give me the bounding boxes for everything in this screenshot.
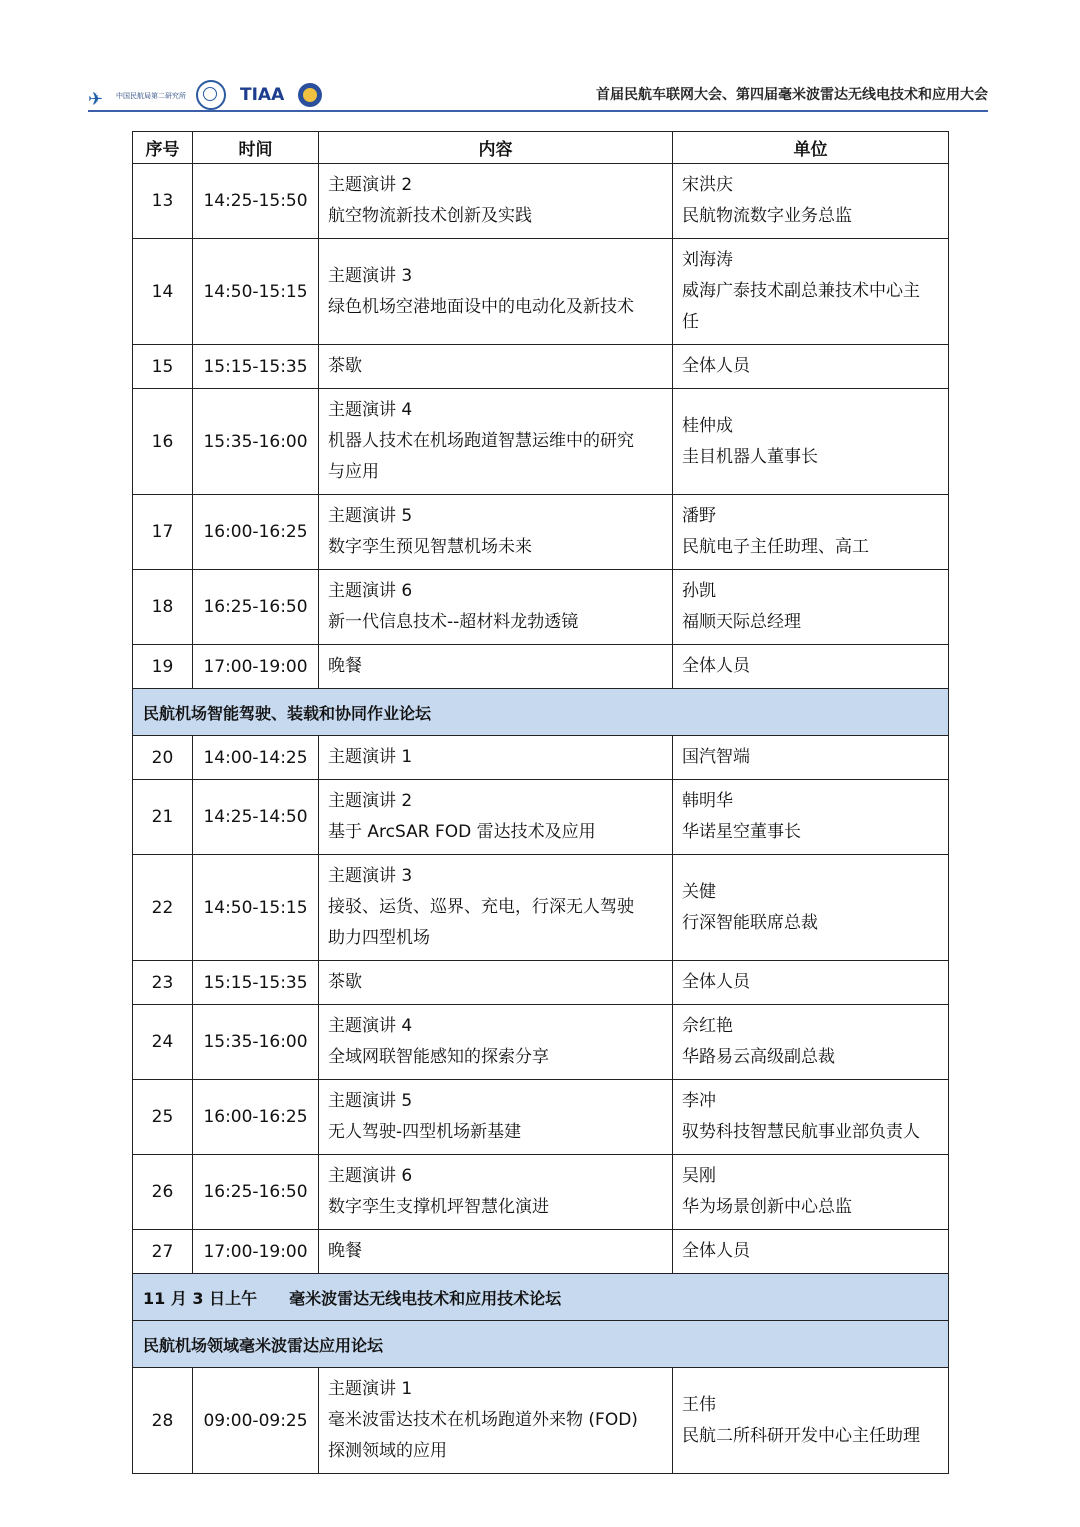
content-line: 主题演讲 4 — [328, 400, 413, 420]
row-number: 25 — [133, 1080, 193, 1155]
row-unit — [673, 570, 949, 645]
header-time: 时间 — [193, 132, 319, 164]
page-header — [88, 74, 988, 112]
unit-line: 全体人员 — [682, 356, 750, 376]
row-content — [319, 736, 673, 780]
row-time: 17:00-19:00 — [193, 645, 319, 689]
header-unit: 单位 — [673, 132, 949, 164]
row-number: 15 — [133, 345, 193, 389]
row-time: 15:15-15:35 — [193, 345, 319, 389]
unit-line: 民航二所科研开发中心主任助理 — [682, 1425, 920, 1446]
content-line: 主题演讲 5 — [328, 1091, 413, 1111]
row-time: 14:00-14:25 — [193, 736, 319, 780]
row-content — [319, 855, 673, 961]
content-line: 机器人技术在机场跑道智慧运维中的研究 — [328, 431, 634, 451]
agenda-group-b — [133, 736, 949, 1274]
content-line: 主题演讲 6 — [328, 1166, 413, 1186]
row-content — [319, 164, 673, 239]
content-line: 与应用 — [328, 462, 379, 482]
tiaa-logo: TIAA — [240, 85, 285, 105]
content-line: 主题演讲 5 — [328, 506, 413, 526]
content-line: 茶歇 — [328, 356, 362, 376]
row-time: 14:50-15:15 — [193, 855, 319, 961]
table-row — [133, 1368, 949, 1474]
row-content — [319, 345, 673, 389]
plane-swoosh-icon: ✈ — [88, 89, 104, 110]
content-line: 主题演讲 6 — [328, 581, 413, 601]
row-number: 19 — [133, 645, 193, 689]
content-line: 数字孪生预见智慧机场未来 — [328, 537, 532, 557]
row-number: 13 — [133, 164, 193, 239]
unit-line: 驭势科技智慧民航事业部负责人 — [682, 1122, 920, 1142]
row-content — [319, 495, 673, 570]
row-time: 15:35-16:00 — [193, 1005, 319, 1080]
unit-line: 刘海涛 — [682, 250, 733, 270]
table-row — [133, 570, 949, 645]
table-row — [133, 780, 949, 855]
agenda-group-a — [133, 164, 949, 689]
table-row — [133, 1005, 949, 1080]
content-line: 毫米波雷达技术在机场跑道外来物 (FOD) — [328, 1410, 638, 1430]
row-time: 14:50-15:15 — [193, 239, 319, 345]
unit-line: 李冲 — [682, 1091, 716, 1111]
content-line: 新一代信息技术--超材料龙勃透镜 — [328, 612, 579, 632]
row-time: 14:25-15:50 — [193, 164, 319, 239]
logo-group — [88, 80, 322, 110]
table-row — [133, 495, 949, 570]
table-row — [133, 345, 949, 389]
row-content — [319, 1155, 673, 1230]
unit-line: 潘野 — [682, 506, 716, 526]
row-unit — [673, 345, 949, 389]
row-number: 14 — [133, 239, 193, 345]
logo-org-text: 中国民航局第二研究所 — [116, 92, 186, 100]
table-row — [133, 1155, 949, 1230]
row-number: 17 — [133, 495, 193, 570]
row-unit — [673, 164, 949, 239]
row-time: 16:25-16:50 — [193, 570, 319, 645]
section-row — [133, 689, 949, 736]
unit-line: 全体人员 — [682, 656, 750, 676]
content-line: 接驳、运货、巡界、充电，行深无人驾驶 — [328, 897, 634, 917]
row-time: 15:15-15:35 — [193, 961, 319, 1005]
table-row — [133, 239, 949, 345]
unit-line: 韩明华 — [682, 791, 733, 811]
table-header-row — [133, 132, 949, 164]
row-time: 15:35-16:00 — [193, 389, 319, 495]
row-time: 16:00-16:25 — [193, 1080, 319, 1155]
content-line: 茶歇 — [328, 972, 362, 992]
content-line: 主题演讲 3 — [328, 265, 413, 286]
table-row — [133, 736, 949, 780]
content-line: 主题演讲 1 — [328, 1379, 413, 1399]
unit-line: 佘红艳 — [682, 1016, 733, 1036]
row-content — [319, 1080, 673, 1155]
section-row — [133, 1274, 949, 1321]
table-row — [133, 961, 949, 1005]
unit-line: 圭目机器人董事长 — [682, 446, 818, 467]
unit-line: 行深智能联席总裁 — [682, 912, 818, 933]
section-title: 民航机场领域毫米波雷达应用论坛 — [133, 1321, 949, 1368]
header-content: 内容 — [319, 132, 673, 164]
unit-line: 任 — [682, 312, 699, 332]
row-number: 27 — [133, 1230, 193, 1274]
row-unit — [673, 645, 949, 689]
table-row — [133, 164, 949, 239]
row-unit — [673, 855, 949, 961]
content-line: 主题演讲 2 — [328, 791, 413, 811]
unit-line: 全体人员 — [682, 1241, 750, 1261]
unit-line: 威海广泰技术副总兼技术中心主 — [682, 281, 920, 301]
row-unit — [673, 780, 949, 855]
section-title: 民航机场智能驾驶、装载和协同作业论坛 — [133, 689, 949, 736]
content-line: 晚餐 — [328, 1241, 362, 1261]
table-row — [133, 855, 949, 961]
row-number: 28 — [133, 1368, 193, 1474]
row-unit — [673, 389, 949, 495]
content-line: 全域网联智能感知的探索分享 — [328, 1047, 549, 1067]
content-line: 助力四型机场 — [328, 928, 430, 948]
row-time: 16:00-16:25 — [193, 495, 319, 570]
unit-line: 国汽智端 — [682, 747, 750, 767]
content-line: 基于 ArcSAR FOD 雷达技术及应用 — [328, 822, 596, 842]
row-unit — [673, 1155, 949, 1230]
row-unit — [673, 736, 949, 780]
row-unit — [673, 495, 949, 570]
row-content — [319, 1368, 673, 1474]
unit-line: 全体人员 — [682, 972, 750, 992]
unit-line: 华路易云高级副总裁 — [682, 1047, 835, 1067]
row-unit — [673, 961, 949, 1005]
agenda-group-c — [133, 1368, 949, 1474]
row-number: 22 — [133, 855, 193, 961]
row-content — [319, 1005, 673, 1080]
row-time: 14:25-14:50 — [193, 780, 319, 855]
row-content — [319, 570, 673, 645]
header-divider — [88, 110, 988, 112]
unit-line: 桂仲成 — [682, 415, 733, 436]
content-line: 绿色机场空港地面设中的电动化及新技术 — [328, 296, 634, 317]
row-number: 21 — [133, 780, 193, 855]
row-number: 26 — [133, 1155, 193, 1230]
row-time: 17:00-19:00 — [193, 1230, 319, 1274]
row-unit — [673, 1080, 949, 1155]
unit-line: 华诺星空董事长 — [682, 822, 801, 842]
content-line: 数字孪生支撑机坪智慧化演进 — [328, 1197, 549, 1217]
content-line: 主题演讲 2 — [328, 175, 413, 195]
unit-line: 孙凯 — [682, 581, 716, 601]
row-content — [319, 389, 673, 495]
content-line: 晚餐 — [328, 656, 362, 676]
row-number: 24 — [133, 1005, 193, 1080]
unit-line: 宋洪庆 — [682, 175, 733, 195]
row-time: 09:00-09:25 — [193, 1368, 319, 1474]
unit-line: 关健 — [682, 881, 716, 902]
row-number: 16 — [133, 389, 193, 495]
row-content — [319, 1230, 673, 1274]
row-number: 23 — [133, 961, 193, 1005]
unit-line: 民航电子主任助理、高工 — [682, 537, 869, 557]
row-content — [319, 780, 673, 855]
content-line: 航空物流新技术创新及实践 — [328, 206, 532, 226]
unit-line: 福顺天际总经理 — [682, 612, 801, 632]
caac-logo — [88, 83, 188, 110]
header-no: 序号 — [133, 132, 193, 164]
row-unit — [673, 1230, 949, 1274]
table-row — [133, 389, 949, 495]
unit-line: 华为场景创新中心总监 — [682, 1197, 852, 1217]
association-seal-icon — [298, 83, 322, 107]
row-unit — [673, 1368, 949, 1474]
row-number: 20 — [133, 736, 193, 780]
conference-title: 首届民航车联网大会、第四届毫米波雷达无线电技术和应用大会 — [596, 87, 988, 103]
row-content — [319, 961, 673, 1005]
row-content — [319, 239, 673, 345]
agenda-table — [132, 131, 949, 1474]
row-time: 16:25-16:50 — [193, 1155, 319, 1230]
row-number: 18 — [133, 570, 193, 645]
section-title: 11 月 3 日上午 毫米波雷达无线电技术和应用技术论坛 — [133, 1274, 949, 1321]
row-content — [319, 645, 673, 689]
table-row — [133, 1230, 949, 1274]
content-line: 主题演讲 3 — [328, 866, 413, 886]
table-row — [133, 645, 949, 689]
content-line: 探测领域的应用 — [328, 1441, 447, 1461]
unit-line: 吴刚 — [682, 1166, 716, 1186]
row-unit — [673, 239, 949, 345]
unit-line: 王伟 — [682, 1394, 716, 1415]
university-seal-icon — [196, 80, 226, 110]
content-line: 主题演讲 1 — [328, 747, 413, 767]
content-line: 无人驾驶-四型机场新基建 — [328, 1122, 522, 1142]
table-row — [133, 1080, 949, 1155]
content-line: 主题演讲 4 — [328, 1016, 413, 1036]
section-row — [133, 1321, 949, 1368]
row-unit — [673, 1005, 949, 1080]
unit-line: 民航物流数字业务总监 — [682, 206, 852, 226]
